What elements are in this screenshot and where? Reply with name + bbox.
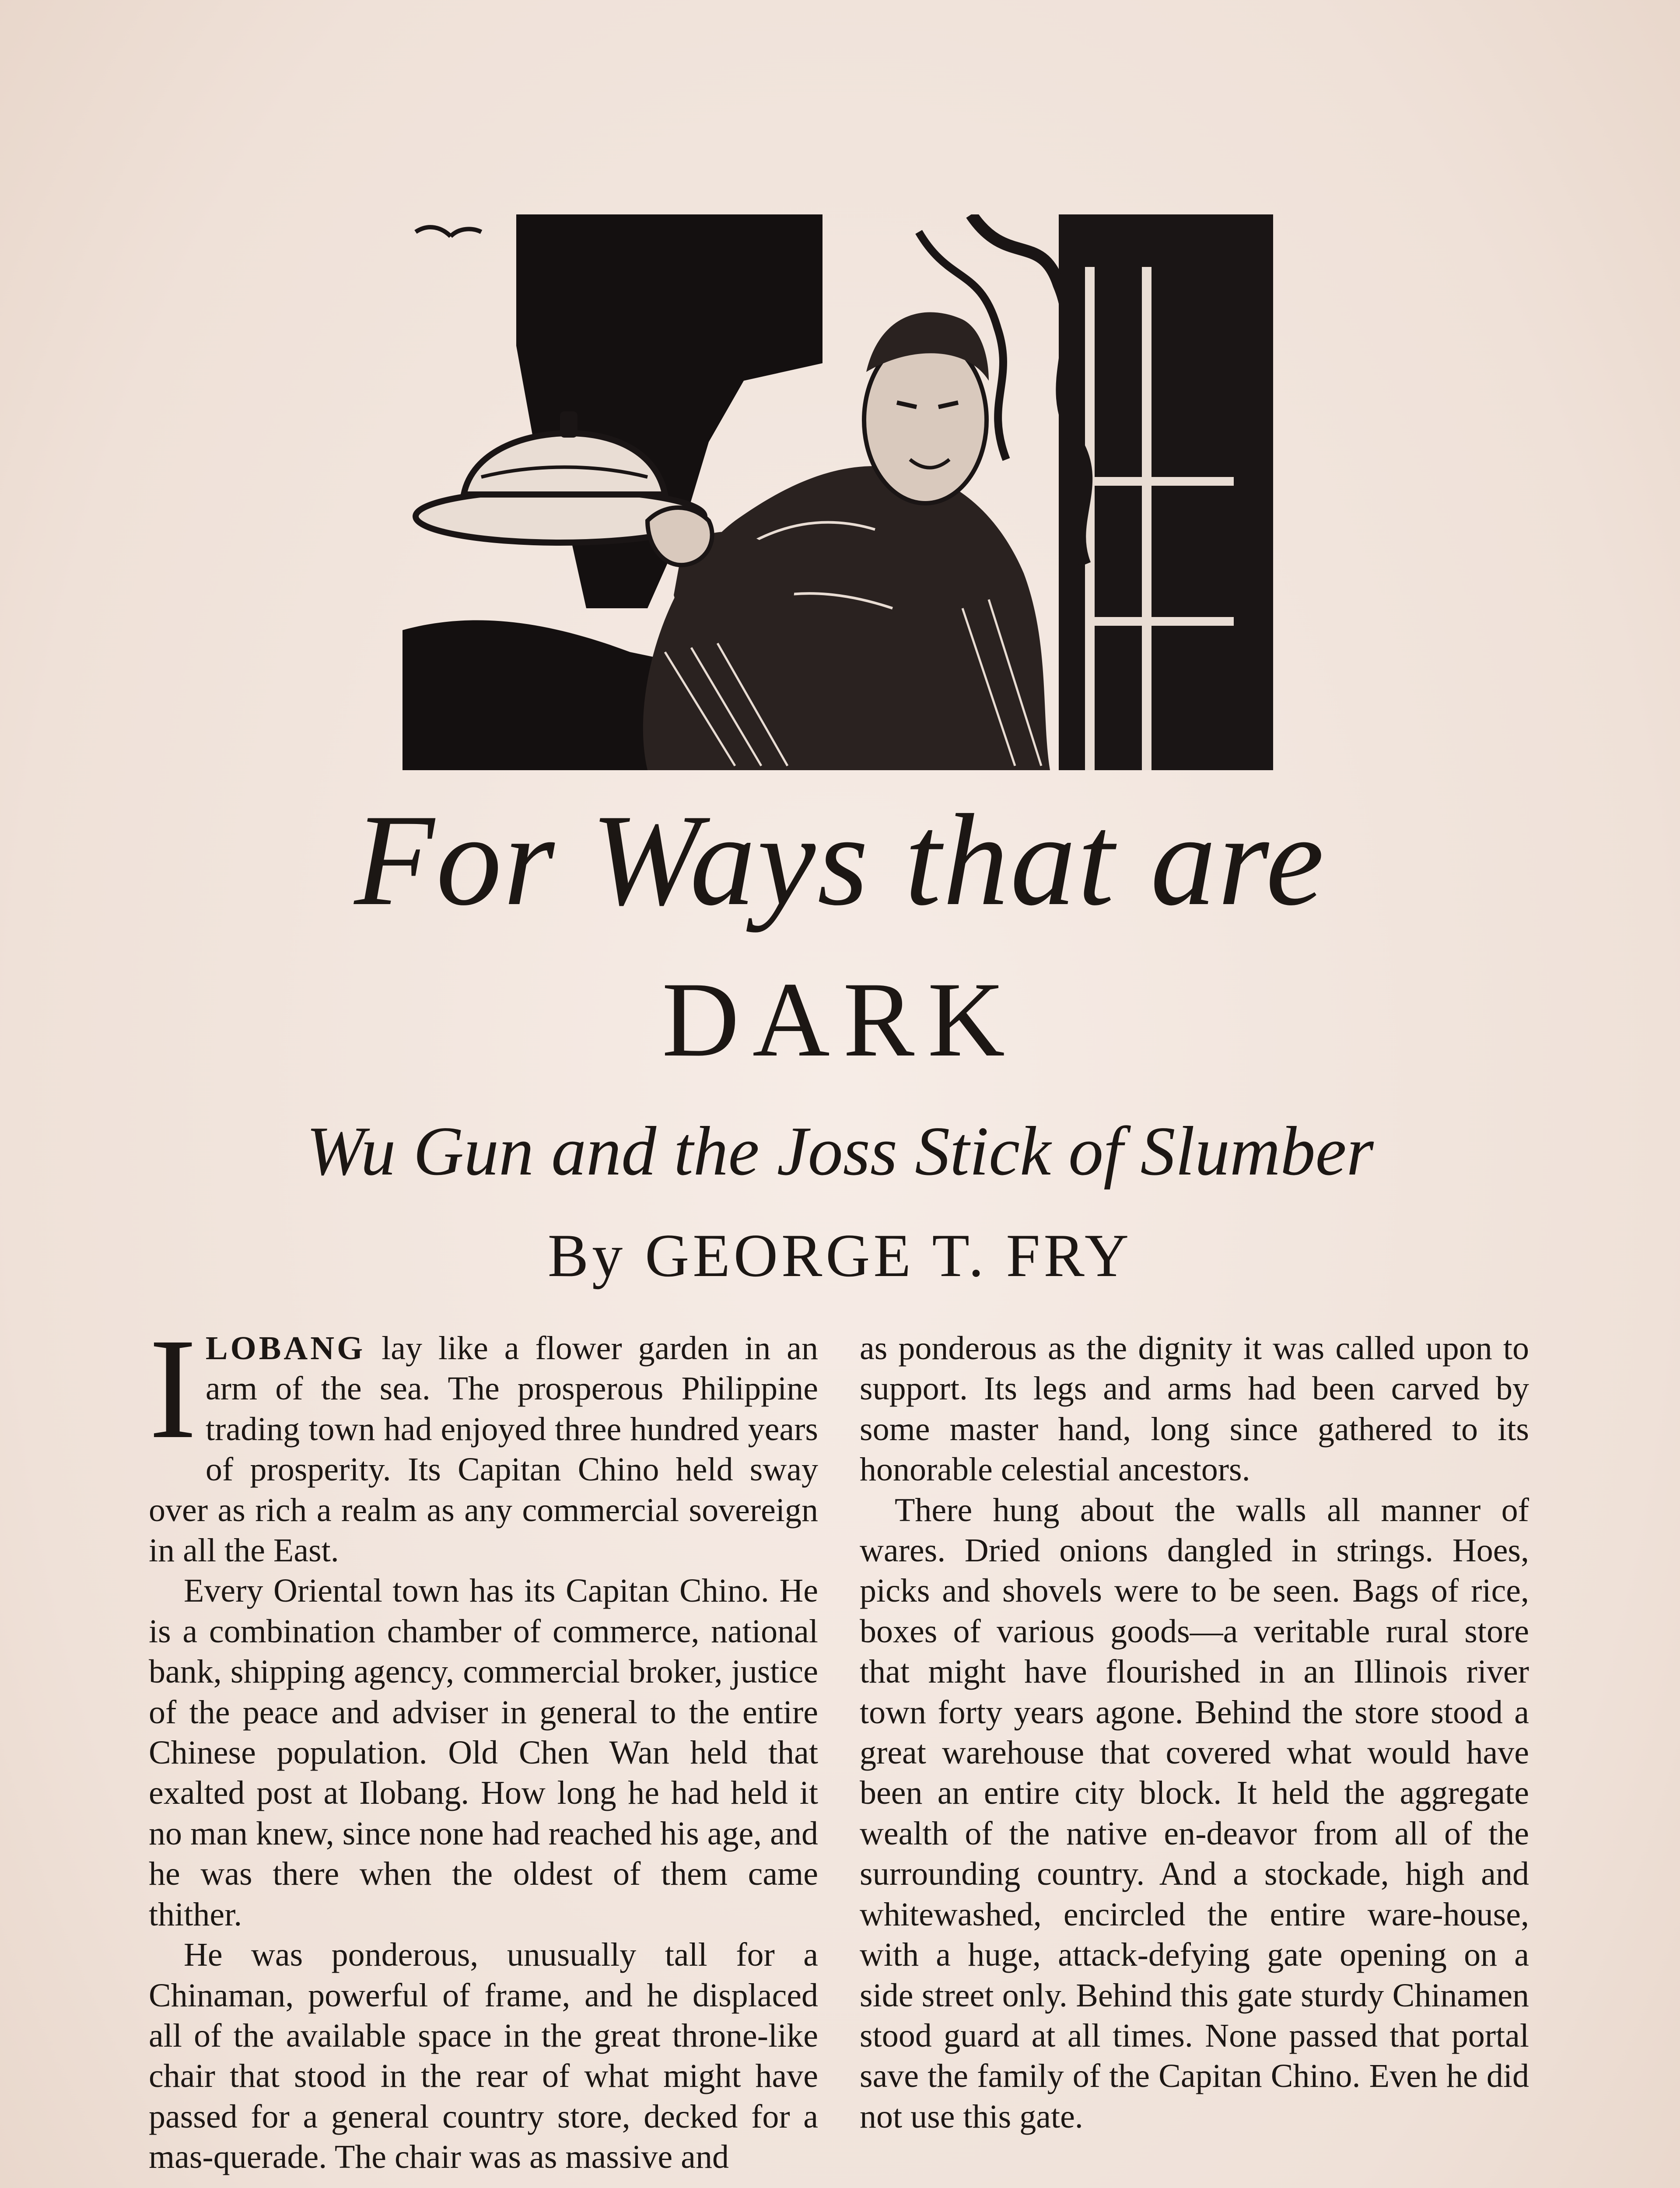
drop-cap: I xyxy=(149,1309,197,1469)
paragraph: There hung about the walls all manner of wares. Dried onions dangled in strings. Hoes, picks and shovels were to be seen. Bags of rice, boxes of various goods—a veritable rural store that might have flourished in an Illinois river town forty years agone. Behind the store stood a great warehouse that covered what would have been an entire city block. It held the aggregate wealth of the native en-deavor from all of the surrounding country. And a stockade, high and whitewashed, encircled the entire ware-house, with a huge, attack-defying gate opening on a side street only. Behind this gate sturdy Chinamen stood guard at all times. None passed that portal save the family of the Capitan Chino. Even he did not use this gate. xyxy=(860,1491,1529,2135)
paragraph: Every Oriental town has its Capitan Chino. He is a combination chamber of commerce, national bank, shipping agency, commercial broker, justice of the peace and adviser in general to the entire Chinese population. Old Chen Wan held that exalted post at Ilobang. How long he had held it no man knew, since none had reached his age, and he was there when the oldest of them came thither. xyxy=(149,1572,818,1933)
paragraph xyxy=(149,1309,818,1571)
paragraph: He was ponderous, unusually tall for a Chinaman, powerful of frame, and he displaced all of the available space in the great throne-like chair that stood in the rear of what might have passed for a general country store, decked for a mas-querade. The chair was as massive and xyxy=(149,1936,818,2176)
paragraph-text: lay like a flower garden in an arm of the sea. The prosperous Philippine trading town had enjoyed three hundred years of prosperity. Its Capitan Chino held sway over as rich a realm as any commercial sovereign in all the East. xyxy=(149,1330,818,1569)
story-illustration xyxy=(402,214,1273,770)
paragraph: as ponderous as the dignity it was called upon to support. Its legs and arms had been carved by some master hand, long since gathered to its honorable celestial ancestors. xyxy=(860,1330,1529,1488)
title-line-1: For Ways that are xyxy=(354,787,1326,933)
byline: By GEORGE T. FRY xyxy=(547,1222,1133,1290)
lead-word: LOBANG xyxy=(205,1330,366,1367)
title-line-2: DARK xyxy=(662,960,1018,1079)
subtitle: Wu Gun and the Joss Stick of Slumber xyxy=(306,1112,1374,1190)
left-column xyxy=(149,1309,818,2177)
right-column xyxy=(860,1328,1529,2137)
ink-illustration-man-holding-covered-dish-icon xyxy=(402,214,1273,770)
